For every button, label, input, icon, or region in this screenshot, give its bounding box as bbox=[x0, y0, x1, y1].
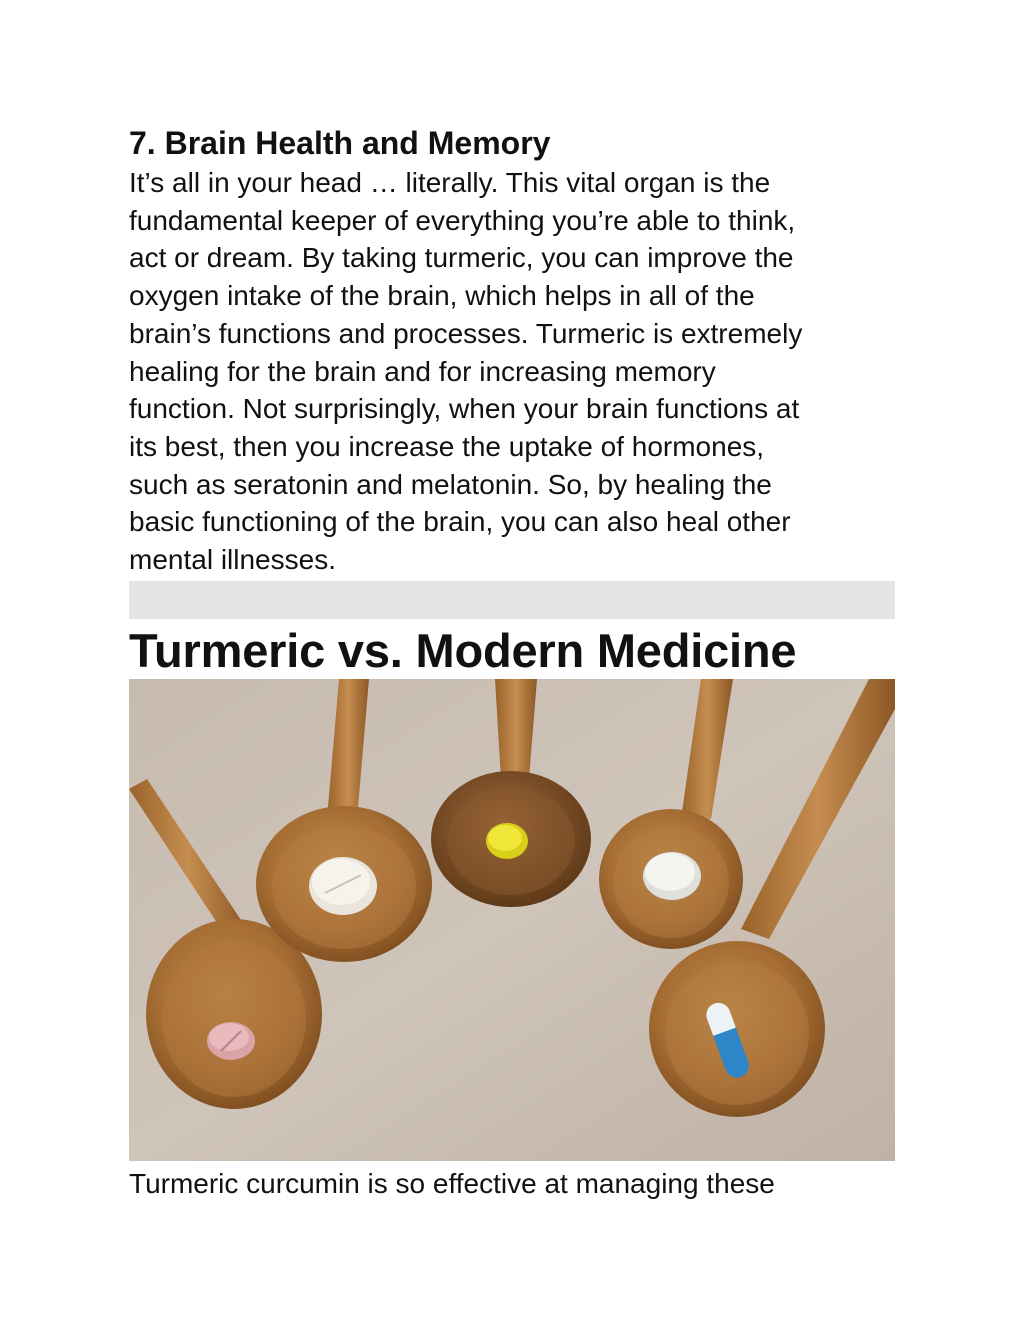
yellow-pill bbox=[486, 823, 528, 859]
divider-bar bbox=[129, 581, 895, 619]
white-pill-right bbox=[643, 852, 701, 900]
document-page bbox=[129, 122, 895, 1203]
section-body-text: It’s all in your head … literally. This vital organ is the fundamental keeper of everything you’re able to think, act or dream. By taking turmeric, you can improve the oxygen intake of the brain, which helps in all of the brain’s functions and processes. Turmeric is extremely healing for the brain and for increasing memory function. Not surprisingly, when your brain functions at its best, then you increase the uptake of hormones, such as seratonin and melatonin. So, by healing the basic functioning of the brain, you can also heal other mental illnesses. bbox=[129, 167, 803, 576]
spoons-with-pills-photo bbox=[129, 679, 895, 1161]
pink-pill bbox=[207, 1022, 255, 1060]
caption-text: Turmeric curcumin is so effective at managing these bbox=[129, 1167, 775, 1199]
main-heading: Turmeric vs. Modern Medicine bbox=[129, 623, 797, 677]
section-heading: 7. Brain Health and Memory bbox=[129, 125, 551, 161]
white-pill-left bbox=[309, 857, 377, 915]
